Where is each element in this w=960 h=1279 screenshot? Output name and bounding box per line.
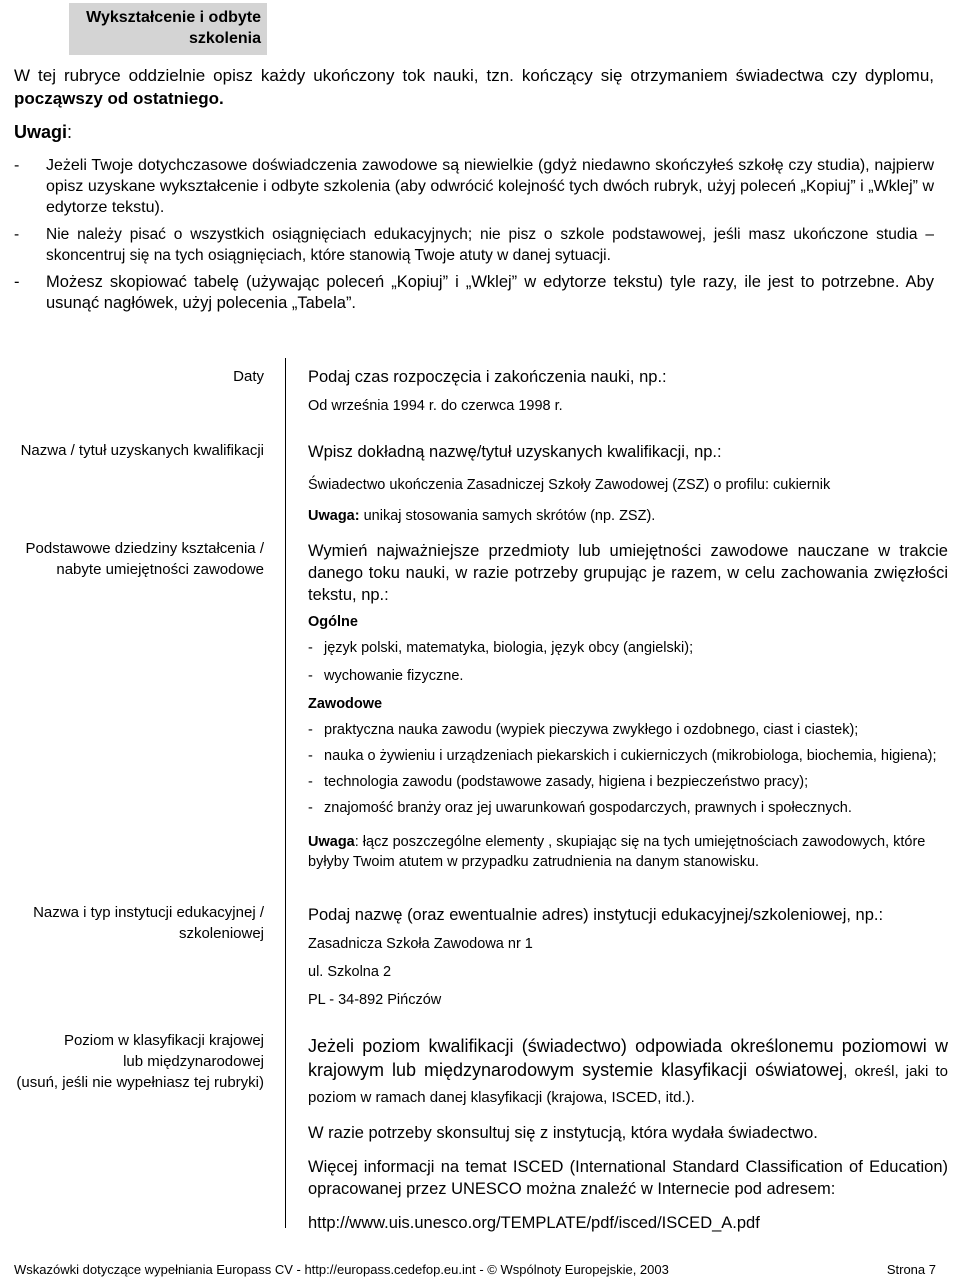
list-item: [14, 155, 934, 218]
footer-text: Wskazówki dotyczące wypełniania Europass CV - http://europass.cedefop.eu.int - © Wspólnoty Europejskie, 2003: [14, 1262, 669, 1277]
table-divider: [285, 358, 286, 1228]
address-line: ul. Szkolna 2: [308, 964, 392, 980]
content-dziedziny: [308, 540, 948, 872]
label-text: Nazwa / tytuł uzyskanych kwalifikacji: [20, 442, 264, 459]
note-bold: Uwaga: [308, 834, 355, 850]
note-text: Nie należy pisać o wszystkich osiągnięciach edukacyjnych; nie pisz o szkole podstawowej, jeśli masz ukończone studia – skoncentruj się na tych osiągnięciach, które stanowią Twoje atuty w danej sytuacji.: [46, 226, 934, 264]
list-item-text: praktyczna nauka zawodu (wypiek pieczywa zwykłego i ozdobnego, ciast i ciastek);: [324, 722, 859, 738]
list-item: [308, 720, 948, 740]
list-item-text: znajomość branży oraz jej uwarunkowań gospodarczych, prawnych i społecznych.: [324, 800, 852, 816]
dash-bullet: -: [308, 668, 313, 684]
example-text: Od września 1994 r. do czerwca 1998 r.: [308, 398, 563, 414]
label-nazwa: [10, 440, 264, 461]
dash-bullet: -: [308, 640, 313, 656]
instruction-text: Podaj nazwę (oraz ewentualnie adres) instytucji edukacyjnej/szkoleniowej, np.:: [308, 906, 884, 924]
instruction-text: Podaj czas rozpoczęcia i zakończenia nauki, np.:: [308, 368, 667, 386]
uwagi-heading: [14, 120, 72, 144]
label-text: lub międzynarodowej: [123, 1053, 264, 1070]
isced-text: Więcej informacji na temat ISCED (International Standard Classification of Education) opracowanej przez UNESCO można znaleźć w Internecie pod adresem:: [308, 1158, 948, 1198]
note-text: Jeżeli Twoje dotychczasowe doświadczenia zawodowe są niewielkie (gdyż niedawno skończyłeś szkołę czy studia), najpierw opisz uzyskane wykształcenie i odbyte szkolenia (aby odwrócić kolejność tych dwóch rubryk, użyj poleceń „Kopiuj” i „Wklej” w edytorze tekstu).: [46, 157, 934, 216]
list-item: [14, 224, 934, 266]
label-text: Poziom w klasyfikacji krajowej: [63, 1032, 264, 1049]
note-text: : łącz poszczególne elementy , skupiając się na tych umiejętnościach zawodowych, które byłyby Twoim atutem w przypadku zatrudnienia na danym stanowisku.: [308, 834, 926, 870]
instruction-text: Wpisz dokładną nazwę/tytuł uzyskanych kwalifikacji, np.:: [308, 443, 722, 461]
consult-text: W razie potrzeby skonsultuj się z instytucją, która wydała świadectwo.: [308, 1124, 818, 1142]
label-daty: [10, 366, 264, 387]
page-footer: [14, 1261, 936, 1278]
label-text: (usuń, jeśli nie wypełniasz tej rubryki): [16, 1074, 264, 1091]
list-item: [308, 772, 948, 792]
note-line: [308, 832, 948, 872]
label-text: Nazwa i typ instytucji edukacyjnej /: [33, 904, 264, 921]
label-text: szkoleniowej: [178, 925, 264, 942]
list-item: [308, 638, 948, 658]
dash-bullet: -: [14, 157, 20, 174]
content-poziom: [308, 1034, 948, 1234]
list-item-text: technologia zawodu (podstawowe zasady, higiena i bezpieczeństwo pracy);: [324, 774, 809, 790]
label-dziedziny: [10, 538, 264, 580]
content-daty: [308, 366, 948, 416]
content-instytucja: [308, 904, 948, 1010]
label-text: Daty: [233, 368, 264, 385]
address-line: PL - 34-892 Pińczów: [308, 992, 442, 1008]
label-instytucja: [10, 902, 264, 944]
dash-bullet: -: [308, 774, 313, 790]
list-item-text: nauka o żywieniu i urządzeniach piekarskich i cukierniczych (mikrobiologa, biochemia, higiena);: [324, 748, 937, 764]
note-line: [308, 506, 948, 526]
poziom-big-text: Jeżeli poziom kwalifikacji (świadectwo) odpowiada określonemu poziomowi w krajowym lub międzynarodowym systemie klasyfikacji oświatowej: [308, 1036, 948, 1080]
list-item-text: język polski, matematyka, biologia, język obcy (angielski);: [324, 640, 694, 656]
label-poziom: [10, 1030, 264, 1093]
page-number: Strona 7: [886, 1262, 936, 1277]
address-line: Zasadnicza Szkoła Zawodowa nr 1: [308, 936, 533, 952]
note-text: unikaj stosowania samych skrótów (np. ZSZ).: [359, 508, 656, 524]
dash-bullet: -: [14, 226, 20, 243]
intro-paragraph: [14, 64, 934, 110]
dash-bullet: -: [308, 722, 313, 738]
uwagi-list: [14, 155, 934, 320]
section-title: Wykształcenie i odbyte szkolenia: [86, 9, 261, 47]
section-header: [69, 3, 267, 55]
dash-bullet: -: [308, 800, 313, 816]
poziom-paragraph: [308, 1034, 948, 1110]
uwagi-colon: :: [67, 122, 73, 142]
list-item: [308, 746, 948, 766]
example-text: Świadectwo ukończenia Zasadniczej Szkoły Zawodowej (ZSZ) o profilu: cukiernik: [308, 477, 831, 493]
list-item-text: wychowanie fizyczne.: [324, 668, 464, 684]
dash-bullet: -: [14, 273, 20, 291]
content-nazwa: [308, 441, 948, 526]
poziom-small-text: , określ, jaki to poziom w ramach danej klasyfikacji (krajowa, ISCED, itd.).: [308, 1063, 948, 1106]
zawodowe-heading: Zawodowe: [308, 696, 383, 712]
list-item: [14, 272, 934, 314]
uwagi-label: Uwagi: [14, 122, 68, 142]
instruction-text: Wymień najważniejsze przedmioty lub umiejętności zawodowe nauczane w trakcie danego toku nauki, w razie potrzeby grupując je razem, w celu zachowania zwięzłości tekstu, np.:: [308, 542, 948, 604]
list-item: [308, 666, 948, 686]
note-text: Możesz skopiować tabelę (używając poleceń „Kopiuj” i „Wklej” w edytorze tekstu) tyle razy, ile jest to potrzebne. Aby usunąć nagłówek, użyj polecenia „Tabela”.: [46, 273, 934, 312]
label-text: nabyte umiejętności zawodowe: [56, 561, 264, 578]
dash-bullet: -: [308, 748, 313, 764]
note-bold: Uwaga:: [308, 508, 360, 524]
intro-text: W tej rubryce oddzielnie opisz każdy ukończony tok nauki, tzn. kończący się otrzymaniem świadectwa czy dyplomu,: [14, 66, 934, 85]
ogolne-heading: Ogólne: [308, 614, 358, 630]
list-item: [308, 798, 948, 818]
isced-link[interactable]: http://www.uis.unesco.org/TEMPLATE/pdf/isced/ISCED_A.pdf: [308, 1214, 760, 1232]
intro-bold: począwszy od ostatniego.: [14, 89, 224, 108]
label-text: Podstawowe dziedziny kształcenia /: [25, 540, 264, 557]
